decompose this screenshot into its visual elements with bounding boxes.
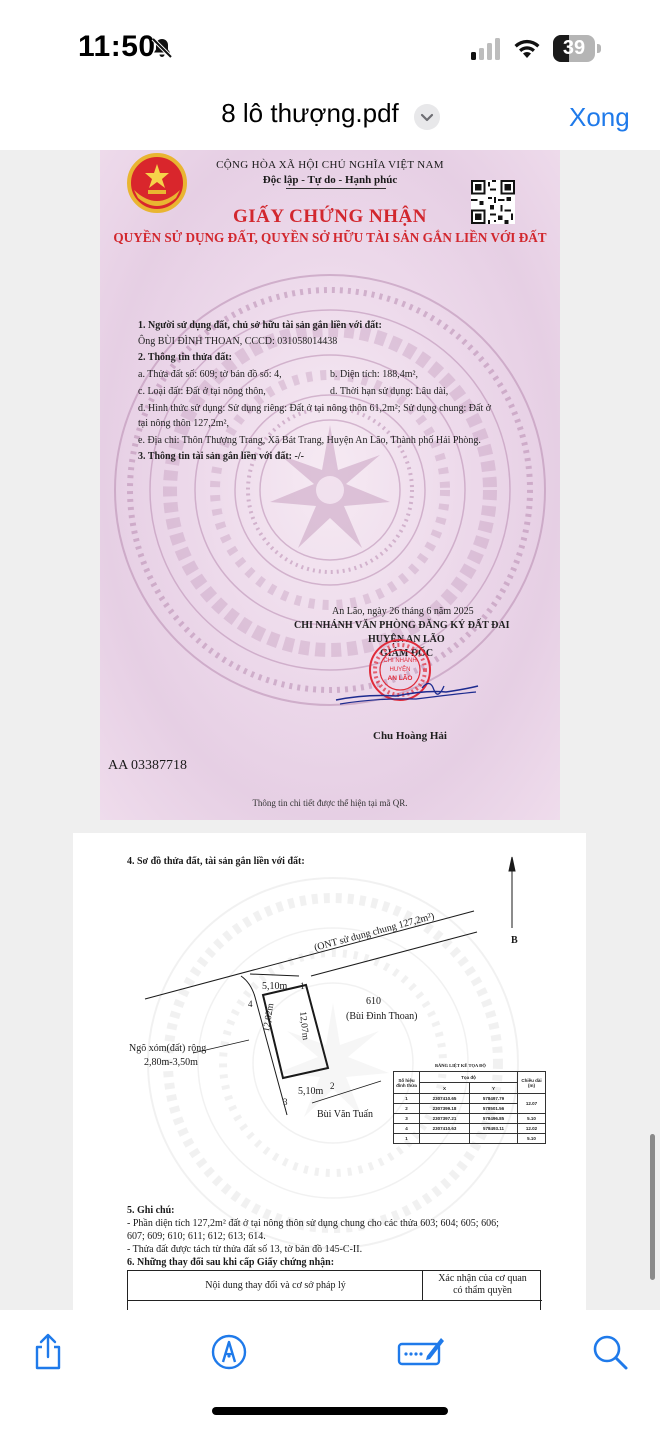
- issuing-district: HUYỆN AN LÃO: [368, 634, 445, 645]
- bottom-toolbar: [0, 1310, 660, 1434]
- section3-heading: 3. Thông tin tài sản gắn liền với đất: -/-: [138, 451, 304, 462]
- section6-heading: 6. Những thay đổi sau khi cấp Giấy chứng nhận:: [127, 1257, 335, 1268]
- lot-owner: (Bùi Đình Thoan): [346, 1011, 418, 1022]
- point-2: 2: [330, 1081, 335, 1091]
- document-title[interactable]: 8 lô thượng.pdf: [221, 98, 399, 128]
- lot-number: 610: [366, 996, 381, 1007]
- director-title: GIÁM ĐỐC: [380, 648, 434, 659]
- coord-id: 1: [394, 1094, 420, 1104]
- coordinate-table: [393, 1071, 546, 1144]
- shared-area-label: (ONT sử dụng chung 127,2m²): [313, 910, 436, 954]
- pdf-page-certificate: [100, 150, 560, 820]
- stamp-text-3: AN LÃO: [387, 675, 413, 682]
- dim-right: 12,07m: [297, 1011, 311, 1041]
- home-indicator[interactable]: [212, 1407, 448, 1415]
- change-table: [127, 1270, 541, 1310]
- status-bar: [0, 0, 660, 96]
- status-time: 11:50: [78, 30, 156, 63]
- dim-bottom: 5,10m: [298, 1086, 324, 1097]
- coord-y: 578496.85: [470, 1114, 518, 1124]
- coord-id: 2: [394, 1104, 420, 1114]
- section2-heading: 2. Thông tin thửa đất:: [138, 352, 232, 363]
- coord-x: 2307397.21: [420, 1114, 470, 1124]
- usage-form-2: tại nông thôn 127,2m²,: [138, 418, 230, 429]
- point-4: 4: [248, 999, 253, 1009]
- coord-length: 12.07: [518, 1094, 546, 1114]
- table-row: [394, 1114, 546, 1124]
- owner-line: Ông BÙI ĐÌNH THOAN, CCCD: 031058014438: [138, 336, 338, 347]
- battery-cap: [597, 44, 601, 53]
- alley-label-1: Ngõ xóm(đất) rộng: [129, 1043, 207, 1054]
- point-3: 3: [283, 1097, 288, 1107]
- land-type: c. Loại đất: Đất ở tại nông thôn,: [138, 386, 266, 397]
- section5-heading: 5. Ghi chú:: [127, 1205, 175, 1216]
- coord-header-coords: Tọa độ: [420, 1072, 518, 1083]
- change-col1-header: Nội dung thay đổi và cơ sở pháp lý: [205, 1280, 346, 1291]
- qr-note: Thông tin chi tiết được thể hiện tại mã QR.: [252, 798, 408, 808]
- battery-percent: 39: [562, 37, 586, 59]
- annotate-icon[interactable]: [397, 1332, 445, 1372]
- land-term: d. Thời hạn sử dụng: Lâu dài,: [330, 386, 449, 397]
- done-button[interactable]: Xong: [569, 102, 630, 132]
- coord-table-title: BẢNG LIỆT KÊ TỌA ĐỘ: [435, 1063, 486, 1068]
- coord-x: 2307399.18: [420, 1104, 470, 1114]
- table-row: [394, 1134, 546, 1144]
- battery-body: [553, 35, 595, 62]
- coord-y: 578501.56: [470, 1104, 518, 1114]
- stamp-text-1: CHI NHÁNH: [383, 658, 417, 664]
- change-col2-header-2: có thẩm quyền: [453, 1285, 512, 1296]
- change-col-approval: [423, 1271, 542, 1301]
- coord-x: [420, 1134, 470, 1144]
- coord-header-y: Y: [470, 1083, 518, 1094]
- cellular-signal-icon: [470, 38, 504, 60]
- table-row: [394, 1124, 546, 1134]
- coord-id: 4: [394, 1124, 420, 1134]
- coord-id: 3: [394, 1114, 420, 1124]
- parcel-number: a. Thửa đất số: 609; tờ bản đồ số: 4,: [138, 369, 282, 380]
- point-1: 1: [300, 981, 305, 991]
- table-row: [394, 1094, 546, 1104]
- motto-underline: [286, 188, 386, 189]
- cert-title: GIẤY CHỨNG NHẬN: [233, 206, 427, 227]
- note-1b: 607; 609; 610; 611; 612; 613; 614.: [127, 1231, 266, 1242]
- share-icon[interactable]: [28, 1332, 68, 1372]
- dim-left: 12,02m: [262, 1002, 277, 1033]
- coord-id: 1: [394, 1134, 420, 1144]
- neighbor-label: Bùi Văn Tuấn: [317, 1109, 373, 1120]
- coord-y: 578497.79: [470, 1094, 518, 1104]
- change-col2-header-1: Xác nhận của cơ quan: [438, 1273, 527, 1284]
- north-label: B: [511, 935, 518, 946]
- section4-heading: 4. Sơ đồ thửa đất, tài sản gắn liền với đất:: [127, 856, 305, 867]
- wifi-icon: [512, 36, 542, 60]
- cert-country: CỘNG HÒA XÃ HỘI CHỦ NGHĨA VIỆT NAM: [216, 159, 444, 171]
- parcel-area: b. Diện tích: 188,4m²,: [330, 369, 418, 380]
- coord-y: 578493.11: [470, 1124, 518, 1134]
- coord-y: [470, 1134, 518, 1144]
- dim-top: 5,10m: [262, 981, 288, 992]
- markup-icon[interactable]: [209, 1332, 249, 1372]
- cert-motto: Độc lập - Tự do - Hạnh phúc: [262, 174, 398, 186]
- navigation-bar: [0, 96, 660, 152]
- note-2: - Thửa đất được tách từ thửa đất số 13, tờ bản đồ 145-C-II.: [127, 1244, 363, 1255]
- coord-x: 2307410.65: [420, 1094, 470, 1104]
- pdf-page-plot-diagram: [73, 833, 586, 1310]
- stamp-text-2: HUYỆN: [389, 667, 411, 673]
- chevron-down-icon[interactable]: [414, 104, 440, 130]
- coord-length: 5.10: [518, 1114, 546, 1124]
- parcel-address: e. Địa chỉ: Thôn Thượng Trang, Xã Bát Trang, Huyện An Lão, Thành phố Hải Phòng.: [138, 435, 481, 446]
- section1-heading: 1. Người sử dụng đất, chủ sở hữu tài sản gắn liền với đất:: [138, 320, 382, 331]
- bell-slash-icon: [150, 36, 174, 60]
- battery-indicator: [553, 35, 601, 62]
- alley-label-2: 2,80m-3,50m: [144, 1057, 198, 1068]
- issuing-office: CHI NHÁNH VĂN PHÒNG ĐĂNG KÝ ĐẤT ĐAI: [294, 620, 510, 631]
- usage-form-1: đ. Hình thức sử dụng: Sử dụng riêng: Đất ở tại nông thôn 61,2m²; Sử dụng chung: Đất ở: [138, 403, 492, 414]
- coord-header-id: Số hiệu đỉnh thửa: [394, 1072, 420, 1094]
- sign-date: An Lão, ngày 26 tháng 6 năm 2025: [332, 606, 474, 617]
- coord-length: 5.10: [518, 1134, 546, 1144]
- handwritten-signature: [326, 672, 486, 712]
- cert-subtitle: QUYỀN SỬ DỤNG ĐẤT, QUYỀN SỞ HỮU TÀI SẢN GẮN LIỀN VỚI ĐẤT: [113, 230, 547, 245]
- signer-name: Chu Hoàng Hải: [373, 730, 447, 742]
- search-icon[interactable]: [590, 1332, 630, 1372]
- coord-header-length: Chiều dài (m): [518, 1072, 546, 1094]
- pdf-document-view[interactable]: [0, 150, 660, 1310]
- coord-x: 2307410.63: [420, 1124, 470, 1134]
- scroll-indicator[interactable]: [650, 1134, 655, 1280]
- coord-header-x: X: [420, 1083, 470, 1094]
- coord-length: 12.02: [518, 1124, 546, 1134]
- change-col-content: [128, 1271, 423, 1301]
- cert-serial-number: AA 03387718: [108, 758, 187, 773]
- note-1a: - Phần diện tích 127,2m² đất ở tại nông thôn sử dụng chung cho các thửa 603; 604; 605; 606;: [127, 1218, 499, 1229]
